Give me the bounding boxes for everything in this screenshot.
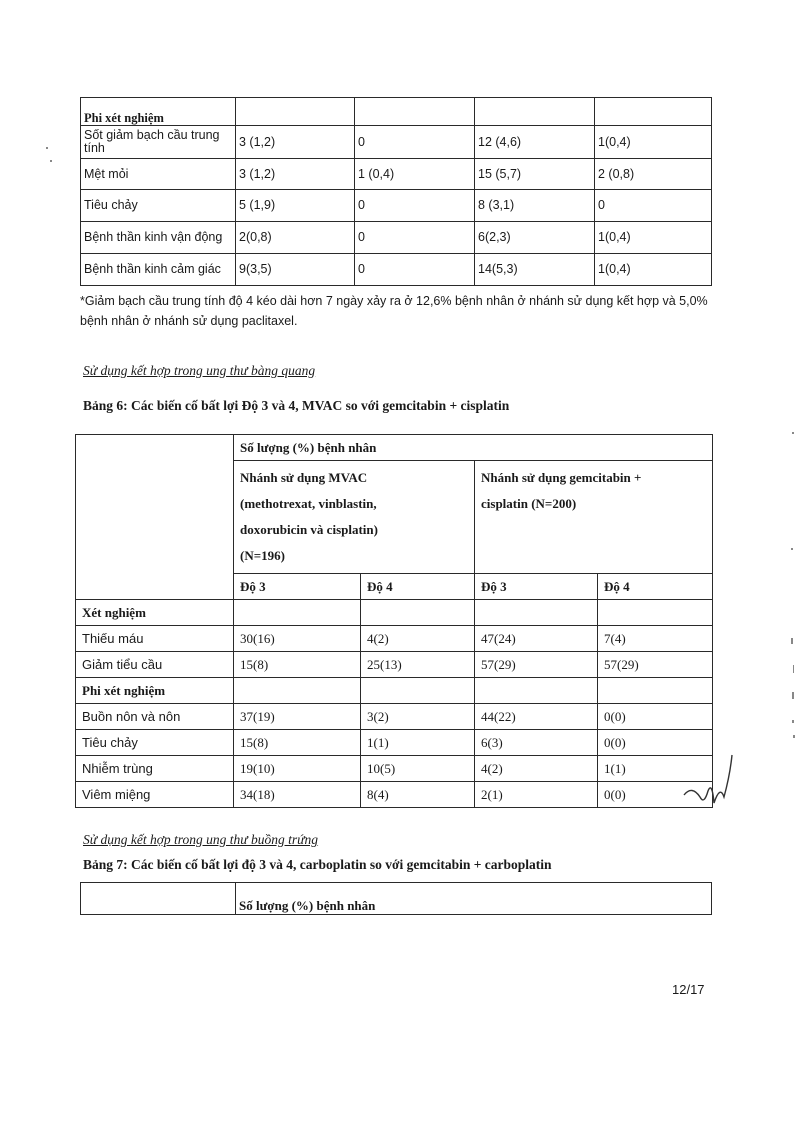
row-label: Giảm tiểu cầu bbox=[76, 652, 234, 678]
table-5-continued bbox=[80, 97, 712, 286]
grade-header: Độ 4 bbox=[598, 574, 713, 600]
table-7 bbox=[80, 882, 712, 915]
handwritten-initials bbox=[680, 745, 740, 815]
table-cell: 0(0) bbox=[598, 782, 713, 808]
table-cell bbox=[598, 678, 713, 704]
table-row bbox=[76, 730, 713, 756]
scan-mark bbox=[792, 692, 794, 699]
table-cell bbox=[234, 678, 361, 704]
table-cell: 0 bbox=[355, 254, 475, 286]
table-cell bbox=[361, 678, 475, 704]
grade-header: Độ 4 bbox=[361, 574, 475, 600]
row-label: Xét nghiệm bbox=[76, 600, 234, 626]
row-label: Tiêu chảy bbox=[81, 190, 236, 222]
scan-mark bbox=[793, 735, 795, 738]
table-cell: 3 (1,2) bbox=[236, 126, 355, 159]
table-6-arm-mvac-header bbox=[234, 461, 475, 574]
arm-gemcitabine-line: cisplatin (N=200) bbox=[481, 496, 577, 511]
table-cell: 0(0) bbox=[598, 704, 713, 730]
table-6-corner-cell bbox=[76, 435, 234, 600]
table-cell: 9(3,5) bbox=[236, 254, 355, 286]
table-cell bbox=[355, 98, 475, 126]
row-label: Bệnh thần kinh vận động bbox=[81, 222, 236, 254]
table-row bbox=[81, 254, 712, 286]
table-row bbox=[76, 652, 713, 678]
table-6-caption: Bảng 6: Các biến cố bất lợi Độ 3 và 4, MVAC so với gemcitabin + cisplatin bbox=[83, 398, 510, 413]
table-6-arm-gemcitabine-header bbox=[475, 461, 713, 574]
table-cell: 4(2) bbox=[475, 756, 598, 782]
row-label: Tiêu chảy bbox=[76, 730, 234, 756]
arm-mvac-line: (methotrexat, vinblastin, bbox=[240, 496, 377, 511]
table-cell: 2 (0,8) bbox=[595, 159, 712, 190]
scan-mark bbox=[46, 147, 48, 149]
table-cell: 8(4) bbox=[361, 782, 475, 808]
row-label: Sốt giảm bạch cầu trung tính bbox=[81, 126, 236, 159]
table-7-header-patient-count: Số lượng (%) bệnh nhân bbox=[236, 883, 712, 915]
scan-mark bbox=[50, 160, 52, 162]
table-cell bbox=[236, 98, 355, 126]
table-cell: 0 bbox=[355, 222, 475, 254]
row-label: Mệt mỏi bbox=[81, 159, 236, 190]
table-row bbox=[81, 190, 712, 222]
table-cell: 2(0,8) bbox=[236, 222, 355, 254]
table-cell bbox=[234, 600, 361, 626]
table-6 bbox=[75, 434, 713, 808]
table-cell: 15(8) bbox=[234, 652, 361, 678]
table-cell: 30(16) bbox=[234, 626, 361, 652]
table-row bbox=[81, 159, 712, 190]
table-cell bbox=[361, 600, 475, 626]
table-cell: 10(5) bbox=[361, 756, 475, 782]
table-cell: 1 (0,4) bbox=[355, 159, 475, 190]
table-cell bbox=[595, 98, 712, 126]
table-cell: 14(5,3) bbox=[475, 254, 595, 286]
row-label: Buồn nôn và nôn bbox=[76, 704, 234, 730]
grade-header: Độ 3 bbox=[234, 574, 361, 600]
table-cell: 6(3) bbox=[475, 730, 598, 756]
row-label: Thiếu máu bbox=[76, 626, 234, 652]
table-cell: 4(2) bbox=[361, 626, 475, 652]
table-cell: 37(19) bbox=[234, 704, 361, 730]
table-cell: 0 bbox=[355, 126, 475, 159]
table-cell: 8 (3,1) bbox=[475, 190, 595, 222]
table-cell: 2(1) bbox=[475, 782, 598, 808]
table-row bbox=[76, 704, 713, 730]
table-6-header-patient-count: Số lượng (%) bệnh nhân bbox=[234, 435, 713, 461]
scan-mark bbox=[793, 665, 794, 673]
table-cell: 44(22) bbox=[475, 704, 598, 730]
page-number: 12/17 bbox=[672, 982, 705, 997]
table-cell: 5 (1,9) bbox=[236, 190, 355, 222]
table-row bbox=[76, 626, 713, 652]
table-7-corner-cell bbox=[81, 883, 236, 915]
scan-mark bbox=[791, 638, 793, 644]
scan-mark bbox=[791, 548, 793, 550]
table-cell: 0 bbox=[355, 190, 475, 222]
arm-mvac-line: Nhánh sử dụng MVAC bbox=[240, 470, 368, 485]
table-cell bbox=[475, 98, 595, 126]
table-cell bbox=[475, 678, 598, 704]
row-label: Viêm miệng bbox=[76, 782, 234, 808]
row-label: Phi xét nghiệm bbox=[81, 98, 236, 126]
table-7-caption: Bảng 7: Các biến cố bất lợi độ 3 và 4, carboplatin so với gemcitabin + carboplatin bbox=[83, 857, 552, 872]
table-cell: 0 bbox=[595, 190, 712, 222]
row-label: Nhiễm trùng bbox=[76, 756, 234, 782]
table-cell: 1(0,4) bbox=[595, 254, 712, 286]
arm-mvac-line: doxorubicin và cisplatin) bbox=[240, 522, 378, 537]
table-cell: 25(13) bbox=[361, 652, 475, 678]
table-cell: 12 (4,6) bbox=[475, 126, 595, 159]
table-row bbox=[81, 126, 712, 159]
table-cell: 1(1) bbox=[361, 730, 475, 756]
table-cell: 0(0) bbox=[598, 730, 713, 756]
section-heading-bladder-cancer: Sử dụng kết hợp trong ung thư bàng quang bbox=[83, 363, 316, 378]
table-row bbox=[76, 678, 713, 704]
table-cell: 3(2) bbox=[361, 704, 475, 730]
section-heading-ovarian-cancer: Sử dụng kết hợp trong ung thư buồng trứng bbox=[83, 832, 319, 847]
table-cell: 47(24) bbox=[475, 626, 598, 652]
table-cell: 7(4) bbox=[598, 626, 713, 652]
table-cell: 1(0,4) bbox=[595, 222, 712, 254]
grade-header: Độ 3 bbox=[475, 574, 598, 600]
arm-gemcitabine-line: Nhánh sử dụng gemcitabin + bbox=[481, 470, 642, 485]
row-label: Bệnh thần kinh cảm giác bbox=[81, 254, 236, 286]
table-cell: 1(0,4) bbox=[595, 126, 712, 159]
arm-mvac-line: (N=196) bbox=[240, 548, 285, 563]
scan-mark bbox=[792, 720, 794, 723]
table-row bbox=[76, 756, 713, 782]
table-cell: 57(29) bbox=[598, 652, 713, 678]
table-cell: 19(10) bbox=[234, 756, 361, 782]
scan-mark bbox=[792, 432, 794, 434]
table-row bbox=[76, 600, 713, 626]
row-label: Phi xét nghiệm bbox=[76, 678, 234, 704]
table-cell bbox=[475, 600, 598, 626]
table-cell: 15 (5,7) bbox=[475, 159, 595, 190]
table-cell bbox=[598, 600, 713, 626]
table-row bbox=[76, 782, 713, 808]
table-cell: 1(1) bbox=[598, 756, 713, 782]
table-row bbox=[81, 98, 712, 126]
table-cell: 6(2,3) bbox=[475, 222, 595, 254]
table-cell: 15(8) bbox=[234, 730, 361, 756]
table-cell: 34(18) bbox=[234, 782, 361, 808]
table-5-footnote: *Giảm bạch cầu trung tính độ 4 kéo dài hơn 7 ngày xảy ra ở 12,6% bệnh nhân ở nhánh sử dụng kết hợp và 5,0% bệnh nhân ở nhánh sử dụng paclitaxel. bbox=[80, 294, 708, 328]
table-row bbox=[81, 222, 712, 254]
table-cell: 3 (1,2) bbox=[236, 159, 355, 190]
table-cell: 57(29) bbox=[475, 652, 598, 678]
